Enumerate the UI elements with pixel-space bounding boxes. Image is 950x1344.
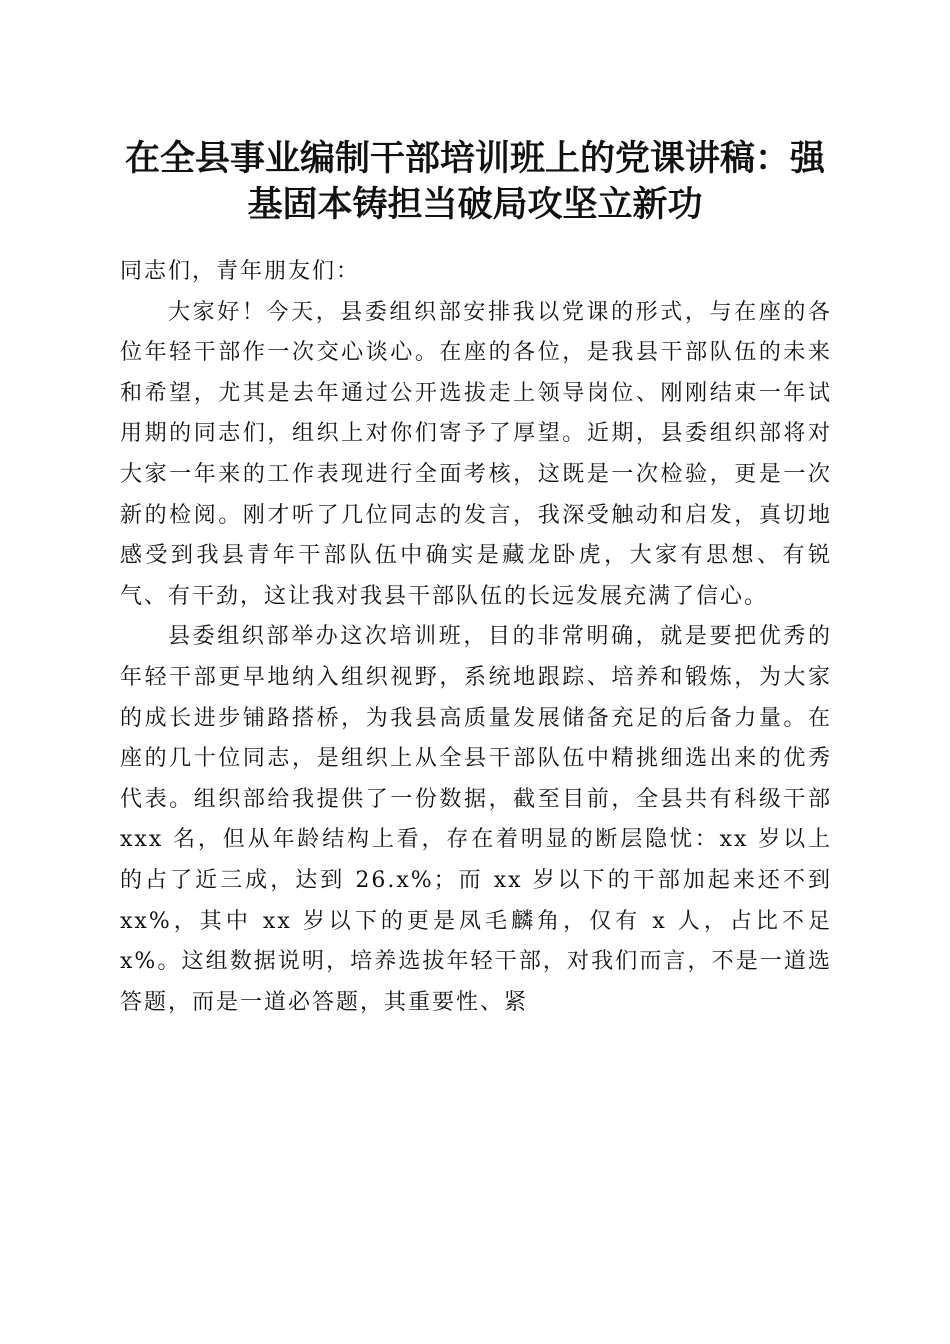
salutation-paragraph: 同志们，青年朋友们：: [120, 259, 361, 284]
title-line-1: 在全县事业编制干部培训班上的党课讲稿：强: [124, 138, 825, 179]
document-body: [120, 252, 832, 1023]
document-title: [100, 136, 850, 228]
title-line-2: 基固本铸担当破局攻坚立新功: [247, 184, 703, 225]
body-paragraph-2: 县委组织部举办这次培训班，目的非常明确，就是要把优秀的年轻干部更早地纳入组织视野，系统地跟踪、培养和锻炼，为大家的成长进步铺路搭桥，为我县高质量发展储备充足的后备力量。在座的几十位同志，是组织上从全县干部队伍中精挑细选出来的优秀代表。组织部给我提供了一份数据，截至目前，全县共有科级干部 xxx 名，但从年龄结构上看，存在着明显的断层隐忧：xx 岁以上的占了近三成，达到 26.x%；而 xx 岁以下的干部加起来还不到 xx%，其中 xx 岁以下的更是凤毛麟角，仅有 x 人，占比不足 x%。这组数据说明，培养选拔年轻干部，对我们而言，不是一道选答题，而是一道必答题，其重要性、紧: [120, 624, 832, 1015]
body-paragraph-1: 大家好！今天，县委组织部安排我以党课的形式，与在座的各位年轻干部作一次交心谈心。在座的各位，是我县干部队伍的未来和希望，尤其是去年通过公开选拔走上领导岗位、刚刚结束一年试用期的同志们，组织上对你们寄予了厚望。近期，县委组织部将对大家一年来的工作表现进行全面考核，这既是一次检验，更是一次新的检阅。刚才听了几位同志的发言，我深受触动和启发，真切地感受到我县青年干部队伍中确实是藏龙卧虎，大家有思想、有锐气、有干劲，这让我对我县干部队伍的长远发展充满了信心。: [120, 299, 832, 609]
